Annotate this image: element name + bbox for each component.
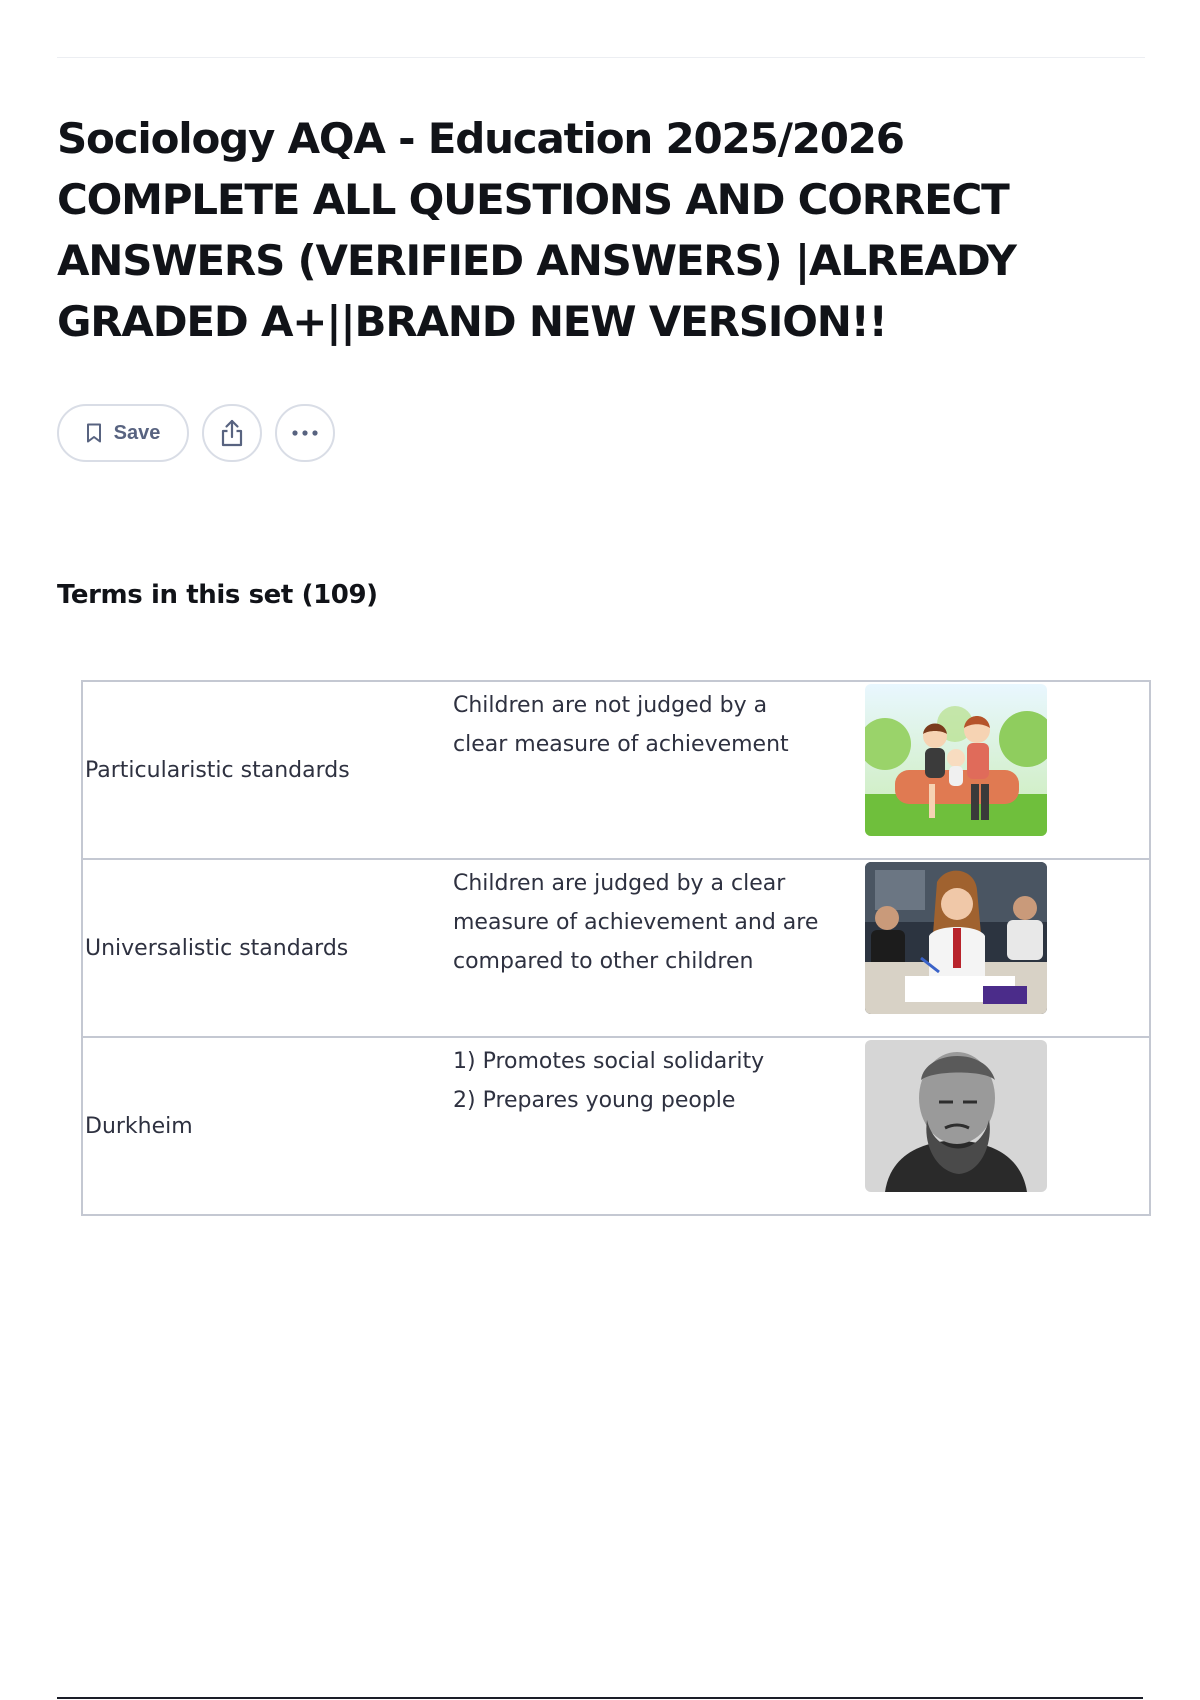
term-text: Durkheim	[85, 1113, 193, 1139]
definition-text: Children are judged by a clear measure of achievement and are compared to other children	[453, 871, 819, 974]
image-cell	[823, 1037, 1150, 1215]
image-cell	[823, 859, 1150, 1037]
definition-cell	[403, 681, 823, 859]
share-icon	[219, 419, 245, 447]
top-divider	[57, 57, 1145, 58]
durkheim-portrait-photo[interactable]	[865, 1040, 1047, 1192]
more-horizontal-icon	[291, 429, 319, 437]
terms-heading: Terms in this set (109)	[57, 580, 378, 610]
term-row	[82, 859, 1150, 1037]
students-exam-photo[interactable]	[865, 862, 1047, 1014]
term-row	[82, 1037, 1150, 1215]
term-text: Particularistic standards	[85, 757, 350, 783]
action-bar	[57, 403, 335, 463]
share-button[interactable]	[202, 404, 262, 462]
term-cell	[82, 681, 403, 859]
definition-text: 1) Promotes social solidarity 2) Prepares young people	[453, 1049, 765, 1113]
term-row	[82, 681, 1150, 859]
definition-cell	[403, 1037, 823, 1215]
definition-text: Children are not judged by a clear measure of achievement	[453, 693, 789, 757]
save-label: Save	[113, 421, 161, 444]
page-title: Sociology AQA - Education 2025/2026 COMPLETE ALL QUESTIONS AND CORRECT ANSWERS (VERIFIED ANSWERS) |ALREADY GRADED A+||BRAND NEW VERSION!!	[57, 114, 1016, 346]
image-cell	[823, 681, 1150, 859]
bottom-divider	[57, 1697, 1143, 1699]
save-button[interactable]	[57, 404, 189, 462]
more-options-button[interactable]	[275, 404, 335, 462]
term-cell	[82, 1037, 403, 1215]
term-text: Universalistic standards	[85, 935, 349, 961]
definition-cell	[403, 859, 823, 1037]
term-cell	[82, 859, 403, 1037]
bookmark-icon	[86, 423, 102, 443]
family-cartoon-image[interactable]	[865, 684, 1047, 836]
terms-table	[81, 680, 1151, 1216]
